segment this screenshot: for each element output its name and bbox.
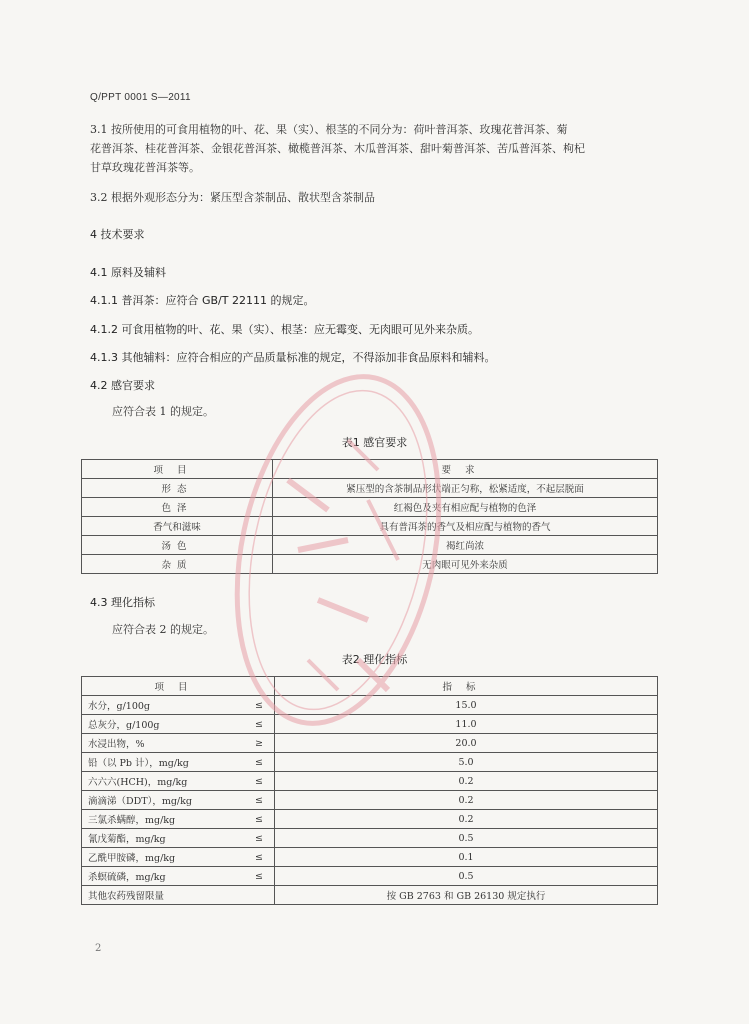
requirement-cell: 无肉眼可见外来杂质 [273,555,658,574]
value-cell: 20.0 [275,734,658,753]
value-cell: 5.0 [275,753,658,772]
section-3-1-line-2: 花普洱茶、桂花普洱茶、金银花普洱茶、橄榄普洱茶、木瓜普洱茶、甜叶菊普洱茶、苦瓜普洱茶、枸杞 [90,142,585,155]
comparison-sign: ≤ [244,848,275,867]
comparison-sign: ≤ [244,791,275,810]
standard-code-header: Q/PPT 0001 S—2011 [90,92,191,103]
item-cell: 杀螟硫磷，mg/kg [82,867,245,886]
requirement-cell: 褐红尚浓 [273,536,658,555]
table-row [82,867,658,886]
item-cell: 滴滴涕（DDT），mg/kg [82,791,245,810]
item-cell: 形态 [82,479,273,498]
page-number: 2 [95,943,102,954]
value-cell: 按 GB 2763 和 GB 26130 规定执行 [275,886,658,905]
table-1-caption: 表1 感官要求 [341,436,408,449]
header-cell-item: 项目 [82,677,275,696]
item-cell: 水浸出物，% [82,734,245,753]
comparison-sign: ≥ [244,734,275,753]
item-cell: 铅（以 Pb 计），mg/kg [82,753,245,772]
item-cell: 汤色 [82,536,273,555]
item-cell: 六六六(HCH)，mg/kg [82,772,245,791]
comparison-sign: ≤ [244,715,275,734]
section-4-1-heading: 4.1 原料及辅料 [90,266,166,279]
comparison-sign: ≤ [244,772,275,791]
item-cell: 其他农药残留限量 [82,886,245,905]
section-4-1-1: 4.1.1 普洱茶：应符合 GB/T 22111 的规定。 [90,294,315,307]
comparison-sign: ≤ [244,810,275,829]
section-4-2-text: 应符合表 1 的规定。 [112,405,214,418]
value-cell: 0.2 [275,810,658,829]
section-3-1 [90,120,670,177]
comparison-sign [244,886,275,905]
table-row [82,810,658,829]
table-2-caption: 表2 理化指标 [341,653,408,666]
section-4-2-heading: 4.2 感官要求 [90,379,155,392]
section-4-1-3: 4.1.3 其他辅料：应符合相应的产品质量标准的规定，不得添加非食品原料和辅料。 [90,351,496,364]
value-cell: 15.0 [275,696,658,715]
item-cell: 色泽 [82,498,273,517]
requirement-cell: 紧压型的含茶制品形状端正匀称，松紧适度，不起层脱面 [273,479,658,498]
comparison-sign: ≤ [244,829,275,848]
value-cell: 11.0 [275,715,658,734]
official-seal-stamp [228,360,448,740]
item-cell: 香气和滋味 [82,517,273,536]
table-row [82,772,658,791]
table-row [82,753,658,772]
value-cell: 0.2 [275,791,658,810]
item-cell: 水分，g/100g [82,696,245,715]
table-row [82,791,658,810]
item-cell: 三氯杀螨醇，mg/kg [82,810,245,829]
section-4-3-text: 应符合表 2 的规定。 [112,623,214,636]
requirement-cell: 红褐色及夹有相应配与植物的色泽 [273,498,658,517]
item-cell: 乙酰甲胺磷，mg/kg [82,848,245,867]
requirement-cell: 具有普洱茶的香气及相应配与植物的香气 [273,517,658,536]
section-3-2: 3.2 根据外观形态分为：紧压型含茶制品、散状型含茶制品 [90,191,375,204]
section-3-1-line-3: 甘草玫瑰花普洱茶等。 [90,161,200,174]
value-cell: 0.2 [275,772,658,791]
header-cell-item: 项目 [82,460,273,479]
section-4-1-2: 4.1.2 可食用植物的叶、花、果（实）、根茎：应无霉变、无肉眼可见外来杂质。 [90,323,479,336]
comparison-sign: ≤ [244,753,275,772]
value-cell: 0.1 [275,848,658,867]
table-row [82,829,658,848]
table-row [82,848,658,867]
value-cell: 0.5 [275,867,658,886]
item-cell: 总灰分，g/100g [82,715,245,734]
comparison-sign: ≤ [244,696,275,715]
header-cell-indicator: 指标 [275,677,658,696]
section-3-1-line-1: 3.1 按所使用的可食用植物的叶、花、果（实）、根茎的不同分为：荷叶普洱茶、玫瑰花普洱茶、菊 [90,123,568,136]
section-4-3-heading: 4.3 理化指标 [90,596,155,609]
comparison-sign: ≤ [244,867,275,886]
value-cell: 0.5 [275,829,658,848]
table-row [82,886,658,905]
section-4-heading: 4 技术要求 [90,228,145,241]
item-cell: 杂质 [82,555,273,574]
header-cell-requirement: 要求 [273,460,658,479]
item-cell: 氰戊菊酯，mg/kg [82,829,245,848]
